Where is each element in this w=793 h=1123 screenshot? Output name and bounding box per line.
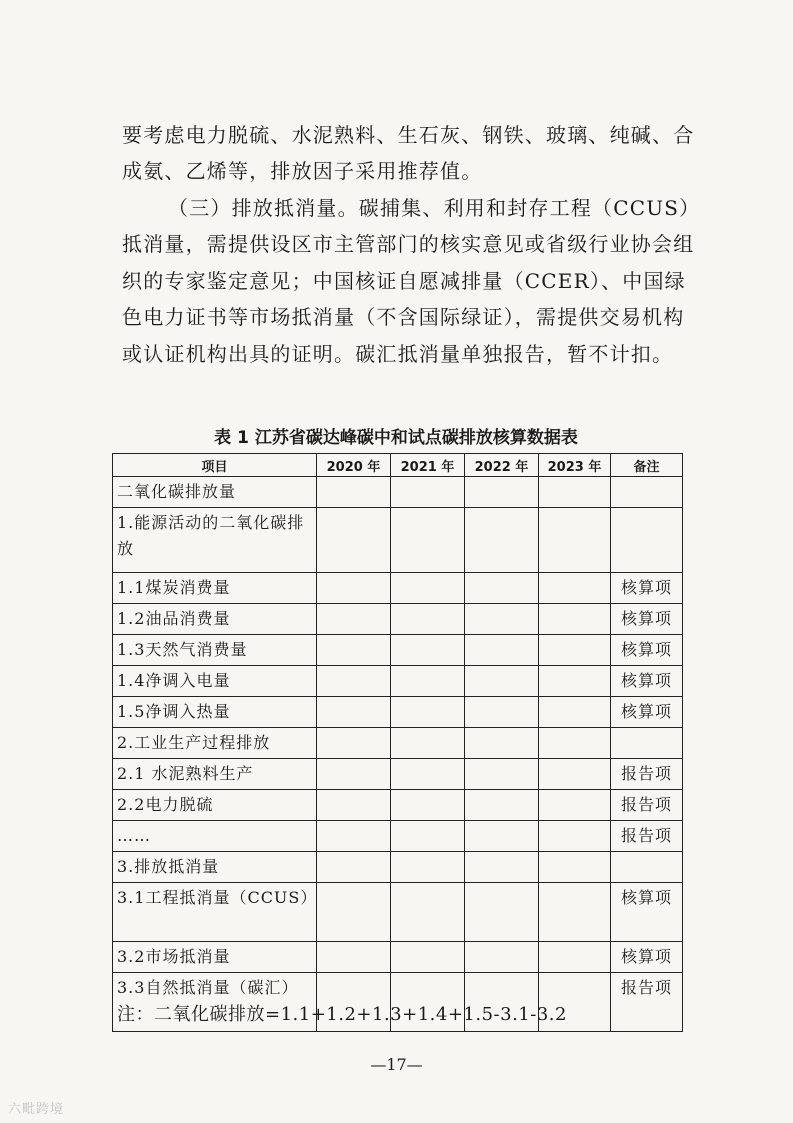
header-2021: 2021 年 — [391, 454, 465, 477]
year-value-cell — [391, 604, 465, 635]
table-row — [113, 697, 683, 728]
row-item-label: 1.1煤炭消费量 — [113, 573, 317, 604]
row-note — [611, 477, 683, 508]
row-note: 核算项 — [611, 697, 683, 728]
year-value-cell — [391, 852, 465, 883]
row-item-label: 2.工业生产过程排放 — [113, 728, 317, 759]
table-row — [113, 635, 683, 666]
year-value-cell — [539, 728, 611, 759]
row-note: 核算项 — [611, 666, 683, 697]
table-row — [113, 604, 683, 635]
row-note: 报告项 — [611, 821, 683, 852]
year-value-cell — [317, 759, 391, 790]
year-value-cell — [317, 697, 391, 728]
row-note — [611, 508, 683, 573]
year-value-cell — [391, 573, 465, 604]
paragraph-offset: （三）排放抵消量。碳捕集、利用和封存工程（CCUS）抵消量，需提供设区市主管部门的核实意见或省级行业协会组织的专家鉴定意见；中国核证自愿减排量（CCER）、中国绿色电力证书等市场抵消量（不含国际绿证），需提供交易机构或认证机构出具的证明。碳汇抵消量单独报告，暂不计扣。 — [122, 196, 701, 366]
table-row — [113, 821, 683, 852]
year-value-cell — [317, 604, 391, 635]
row-item-label: 3.1工程抵消量（CCUS） — [113, 883, 317, 942]
row-note — [611, 728, 683, 759]
table-row — [113, 759, 683, 790]
header-2023: 2023 年 — [539, 454, 611, 477]
row-note: 核算项 — [611, 604, 683, 635]
row-item-label: 1.4净调入电量 — [113, 666, 317, 697]
year-value-cell — [391, 477, 465, 508]
year-value-cell — [465, 852, 539, 883]
year-value-cell — [465, 604, 539, 635]
table-row — [113, 728, 683, 759]
year-value-cell — [539, 790, 611, 821]
year-value-cell — [317, 942, 391, 973]
year-value-cell — [465, 821, 539, 852]
table-row — [113, 477, 683, 508]
row-item-label: 1.2油品消费量 — [113, 604, 317, 635]
table-row — [113, 508, 683, 573]
row-note — [611, 852, 683, 883]
year-value-cell — [539, 883, 611, 942]
row-note: 核算项 — [611, 573, 683, 604]
table-row — [113, 883, 683, 942]
year-value-cell — [539, 477, 611, 508]
year-value-cell — [465, 942, 539, 973]
year-value-cell — [465, 635, 539, 666]
year-value-cell — [465, 573, 539, 604]
year-value-cell — [539, 852, 611, 883]
row-note: 核算项 — [611, 635, 683, 666]
year-value-cell — [539, 635, 611, 666]
year-value-cell — [317, 821, 391, 852]
row-item-label: 3.排放抵消量 — [113, 852, 317, 883]
year-value-cell — [317, 852, 391, 883]
table-title: 表 1 江苏省碳达峰碳中和试点碳排放核算数据表 — [214, 428, 578, 448]
year-value-cell — [539, 759, 611, 790]
row-item-label: …… — [113, 821, 317, 852]
row-note: 报告项 — [611, 790, 683, 821]
year-value-cell — [539, 666, 611, 697]
row-item-label: 3.2市场抵消量 — [113, 942, 317, 973]
header-item: 项目 — [113, 454, 317, 477]
year-value-cell — [465, 697, 539, 728]
year-value-cell — [391, 697, 465, 728]
table-footnote: 注：二氧化碳排放=1.1+1.2+1.3+1.4+1.5-3.1-3.2 — [117, 1004, 567, 1025]
year-value-cell — [317, 728, 391, 759]
year-value-cell — [391, 508, 465, 573]
year-value-cell — [465, 477, 539, 508]
year-value-cell — [317, 790, 391, 821]
page-number: —17— — [370, 1055, 423, 1074]
table-row — [113, 790, 683, 821]
carbon-accounting-table — [112, 453, 683, 1032]
year-value-cell — [391, 821, 465, 852]
year-value-cell — [391, 666, 465, 697]
year-value-cell — [465, 883, 539, 942]
table-row — [113, 666, 683, 697]
table-header-row — [113, 454, 683, 477]
year-value-cell — [539, 573, 611, 604]
year-value-cell — [391, 635, 465, 666]
row-item-label: 1.5净调入热量 — [113, 697, 317, 728]
year-value-cell — [317, 883, 391, 942]
row-item-label: 1.3天然气消费量 — [113, 635, 317, 666]
year-value-cell — [539, 604, 611, 635]
row-item-label: 2.1 水泥熟料生产 — [113, 759, 317, 790]
year-value-cell — [465, 759, 539, 790]
row-item-label: 3.3自然抵消量（碳汇） — [113, 973, 317, 1032]
year-value-cell — [317, 508, 391, 573]
year-value-cell — [317, 477, 391, 508]
paragraph-continued: 要考虑电力脱硫、水泥熟料、生石灰、钢铁、玻璃、纯碱、合成氨、乙烯等，排放因子采用推荐值。 — [122, 123, 695, 184]
table-row — [113, 852, 683, 883]
year-value-cell — [317, 635, 391, 666]
row-note: 核算项 — [611, 942, 683, 973]
table-row — [113, 942, 683, 973]
year-value-cell — [465, 666, 539, 697]
year-value-cell — [317, 666, 391, 697]
year-value-cell — [465, 508, 539, 573]
watermark-logo: 六毗跨境 — [8, 1102, 65, 1117]
header-2020: 2020 年 — [317, 454, 391, 477]
year-value-cell — [391, 728, 465, 759]
row-item-label: 2.2电力脱硫 — [113, 790, 317, 821]
header-note: 备注 — [611, 454, 683, 477]
year-value-cell — [539, 697, 611, 728]
year-value-cell — [539, 942, 611, 973]
row-note: 报告项 — [611, 759, 683, 790]
row-note: 核算项 — [611, 883, 683, 942]
row-item-label: 1.能源活动的二氧化碳排放 — [113, 508, 317, 573]
year-value-cell — [539, 821, 611, 852]
year-value-cell — [391, 759, 465, 790]
year-value-cell — [465, 728, 539, 759]
row-note: 报告项 — [611, 973, 683, 1032]
year-value-cell — [539, 508, 611, 573]
year-value-cell — [391, 942, 465, 973]
year-value-cell — [391, 883, 465, 942]
year-value-cell — [317, 573, 391, 604]
row-item-label: 二氧化碳排放量 — [113, 477, 317, 508]
year-value-cell — [465, 790, 539, 821]
table-row — [113, 573, 683, 604]
header-2022: 2022 年 — [465, 454, 539, 477]
year-value-cell — [391, 790, 465, 821]
